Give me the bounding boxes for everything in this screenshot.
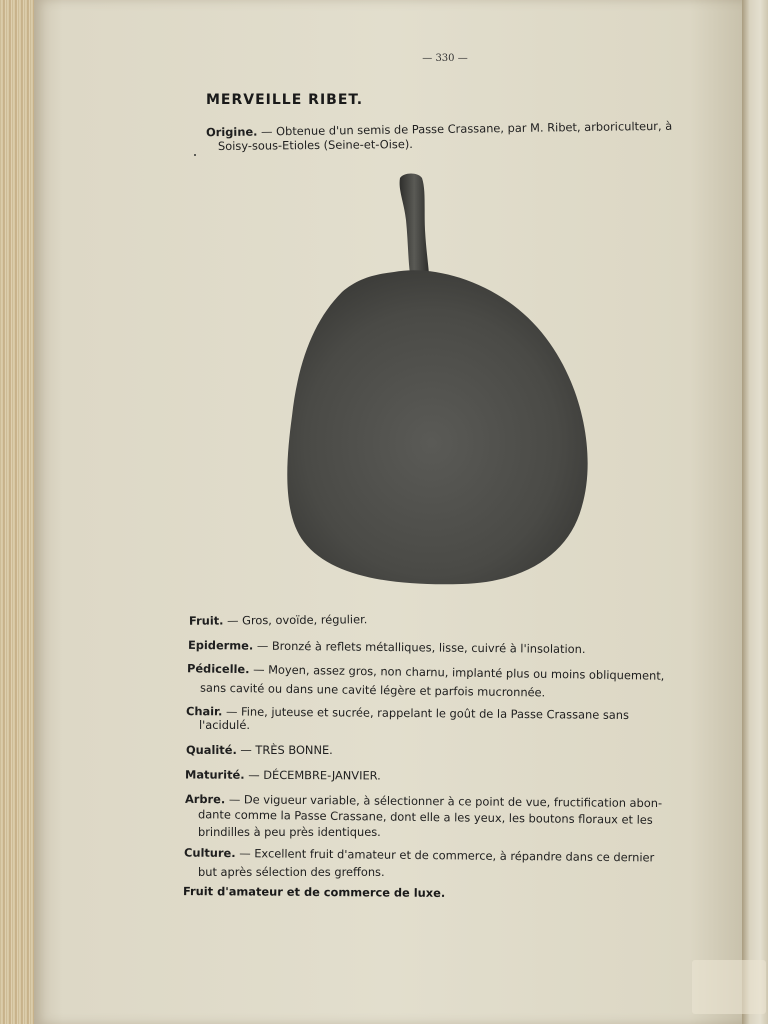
entry-pedicelle-line2: sans cavité ou dans une cavité légère et parfois mucronnée. [199, 680, 546, 700]
pear-stem [400, 174, 429, 275]
entry-text: — Gros, ovoïde, régulier. [223, 612, 368, 628]
photo-watermark [692, 960, 766, 1014]
ink-speck [194, 154, 196, 156]
pear-body [287, 270, 587, 584]
pear-illustration [284, 170, 594, 590]
book-right-edge [742, 0, 768, 1024]
entry-chair-line2: l'acidulé. [199, 718, 250, 732]
entry-arbre-line3: brindilles à peu près identiques. [198, 825, 381, 839]
entry-text: — Bronzé à reflets métalliques, lisse, cuivré à l'insolation. [253, 638, 586, 657]
final-note: Fruit d'amateur et de commerce de luxe. [182, 884, 446, 900]
entry-text: — DÉCEMBRE-JANVIER. [244, 767, 381, 783]
entry-text: — Obtenue d'un semis de Passe Crassane, par M. Ribet, arboriculteur, à [257, 118, 673, 139]
entry-label: Maturité. [184, 767, 245, 782]
entry-label: Chair. [185, 704, 223, 719]
entry-text: — TRÈS BONNE. [236, 743, 333, 757]
entry-qualite [186, 743, 333, 757]
entry-label: Fruit. [188, 613, 224, 628]
entry-label: Arbre. [184, 791, 226, 807]
page-number: — 330 — [422, 53, 468, 64]
entry-text: — Excellent fruit d'amateur et de commerce, à répandre dans ce dernier [235, 846, 655, 865]
entry-label: Pédicelle. [186, 661, 250, 677]
entry-fruit [189, 612, 367, 628]
entry-text: — Fine, juteuse et sucrée, rappelant le goût de la Passe Crassane sans [222, 704, 630, 722]
entry-label: Culture. [183, 845, 236, 861]
entry-text: — De vigueur variable, à sélectionner à ce point de vue, fructification abon- [225, 792, 663, 811]
page-title: MERVEILLE RIBET. [206, 92, 364, 108]
entry-label: Epiderme. [187, 637, 254, 653]
entry-label: Qualité. [186, 743, 237, 757]
entry-label: Origine. [205, 124, 258, 140]
entry-culture-line2: but après sélection des greffons. [198, 865, 385, 879]
entry-text: — Moyen, assez gros, non charnu, implanté plus ou moins obliquement, [249, 662, 665, 683]
entry-maturite [185, 767, 381, 782]
entry-origine-line2: Soisy-sous-Etioles (Seine-et-Oise). [217, 136, 413, 154]
entry-arbre-line2: dante comme la Passe Crassane, dont elle a les yeux, les boutons floraux et les [197, 807, 653, 827]
